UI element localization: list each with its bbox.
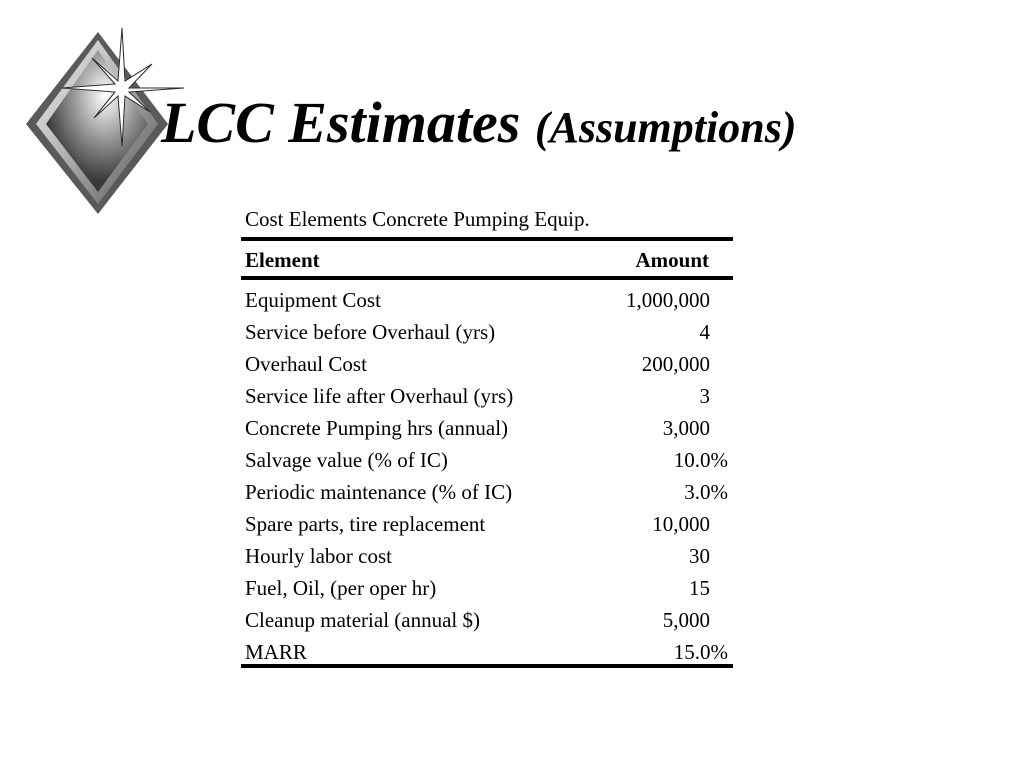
row-amount: 15 — [689, 576, 710, 600]
row-element: Periodic maintenance (% of IC) — [245, 480, 513, 504]
row-amount: 200,000 — [641, 352, 710, 376]
row-amount: 3,000 — [662, 416, 710, 440]
row-amount: 10.0% — [673, 448, 728, 472]
row-amount: 1,000,000 — [626, 288, 710, 312]
row-element: Service before Overhaul (yrs) — [245, 320, 496, 344]
slide-title — [161, 90, 797, 155]
table-row — [241, 348, 733, 380]
table-caption: Cost Elements Concrete Pumping Equip. — [245, 207, 590, 231]
row-element: Salvage value (% of IC) — [245, 448, 448, 472]
row-element: Spare parts, tire replacement — [245, 512, 486, 536]
table-row — [241, 380, 733, 412]
header-element: Element — [245, 248, 320, 272]
header-amount: Amount — [635, 248, 709, 272]
table-row — [241, 604, 733, 636]
table-row — [241, 540, 733, 572]
cost-elements-table — [241, 237, 733, 668]
table-row — [241, 444, 733, 476]
table-row — [241, 508, 733, 540]
row-amount: 30 — [689, 544, 710, 568]
row-element: Cleanup material (annual $) — [245, 608, 480, 632]
table-row — [241, 636, 733, 668]
table-row — [241, 412, 733, 444]
row-element: Hourly labor cost — [245, 544, 392, 568]
table-row — [241, 572, 733, 604]
table-row — [241, 476, 733, 508]
row-amount: 3.0% — [684, 480, 728, 504]
row-element: MARR — [245, 640, 307, 664]
row-amount: 15.0% — [673, 640, 728, 664]
title-main: LCC Estimates — [161, 90, 521, 155]
row-element: Concrete Pumping hrs (annual) — [245, 416, 509, 440]
row-amount: 3 — [699, 384, 710, 408]
row-element: Overhaul Cost — [245, 352, 367, 376]
table-row — [241, 284, 733, 316]
row-element: Fuel, Oil, (per oper hr) — [245, 576, 437, 600]
row-amount: 4 — [699, 320, 710, 344]
title-sub: (Assumptions) — [534, 103, 797, 152]
table-row — [241, 316, 733, 348]
row-amount: 5,000 — [662, 608, 710, 632]
row-element: Service life after Overhaul (yrs) — [245, 384, 514, 408]
row-element: Equipment Cost — [245, 288, 381, 312]
table-header — [241, 241, 733, 276]
table-body — [241, 280, 733, 664]
row-amount: 10,000 — [652, 512, 710, 536]
